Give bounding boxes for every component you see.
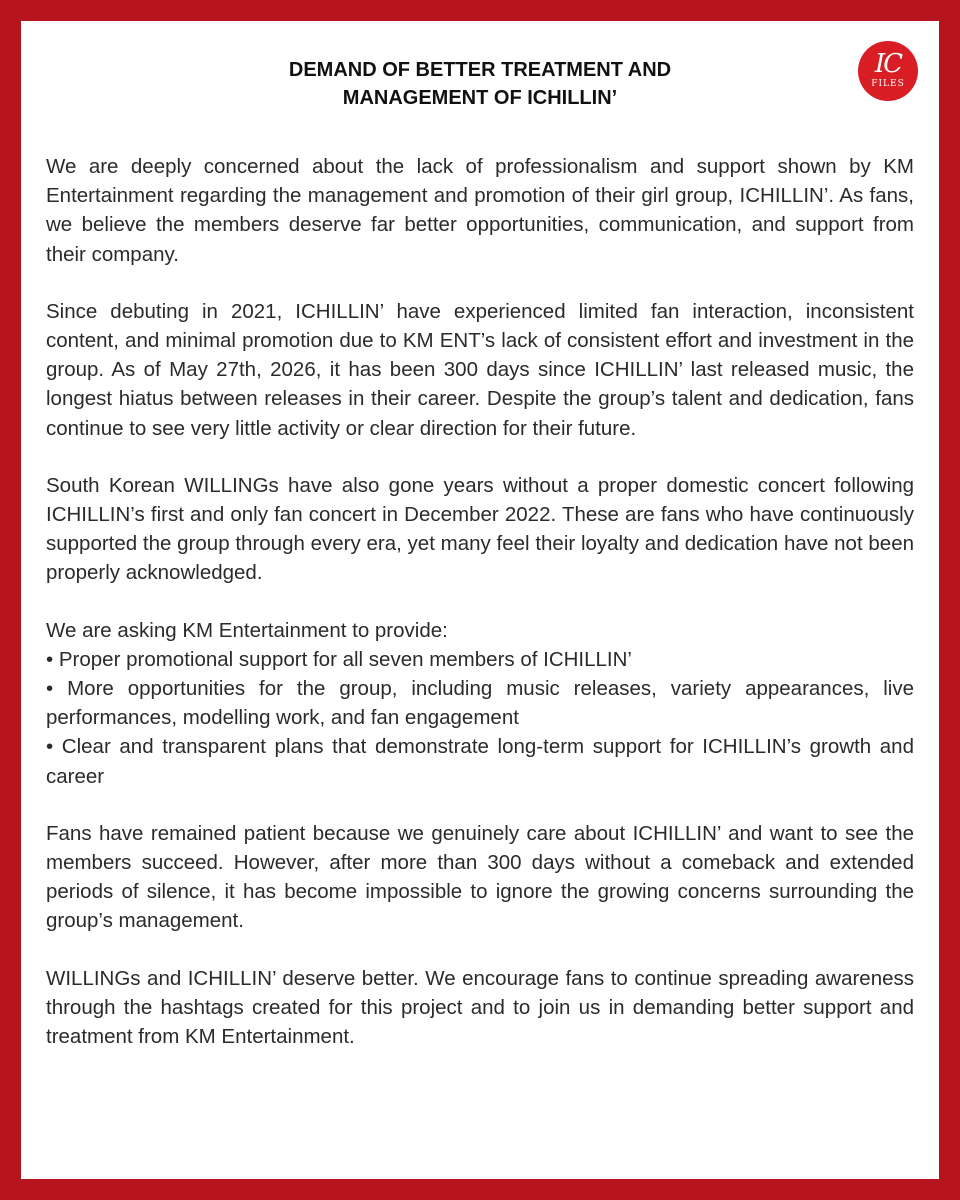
document-sheet [21,21,939,1179]
document-title [21,56,939,112]
logo-monogram: IC [874,49,902,79]
paragraph-patience: Fans have remained patient because we genuinely care about ICHILLIN’ and want to see the members succeed. However, after more than 300 days without a comeback and extended periods of silence, it has become impossible to ignore the growing concerns surrounding the group’s management. [46,821,914,933]
paragraph-hiatus: Since debuting in 2021, ICHILLIN’ have experienced limited fan interaction, inconsistent content, and minimal promotion due to KM ENT’s lack of consistent effort and investment in the group. As of May 27th, 2026, it has been 300 days since ICHILLIN’ last released music, the longest hiatus between releases in their career. Despite the group’s talent and dedication, fans continue to see very little activity or clear direction for their future. [46,299,914,440]
request-item: • Proper promotional support for all seven members of ICHILLIN’ [46,645,914,674]
paragraph-call-to-action: WILLINGs and ICHILLIN’ deserve better. We encourage fans to continue spreading awareness through the hashtags created for this project and to join us in demanding better support and treatment from KM Entertainment. [46,966,914,1049]
paragraph-concern: We are deeply concerned about the lack of professionalism and support shown by KM Entertainment regarding the management and promotion of their girl group, ICHILLIN’. As fans, we believe the members deserve far better opportunities, communication, and support from their company. [46,155,914,266]
title-line-2: MANAGEMENT OF ICHILLIN’ [342,87,618,109]
title-line-1: DEMAND OF BETTER TREATMENT AND [288,59,672,81]
request-item: • More opportunities for the group, including music releases, variety appearances, live performances, modelling work, and fan engagement [46,674,914,732]
requests-intro: We are asking KM Entertainment to provide: [46,618,448,642]
request-item: • Clear and transparent plans that demonstrate long-term support for ICHILLIN’s growth and career [46,732,914,790]
requests-list [46,645,914,791]
paragraph-concert: South Korean WILLINGs have also gone years without a proper domestic concert following ICHILLIN’s first and only fan concert in December 2022. These are fans who have continuously supported the group through every era, yet many feel their loyalty and dedication have not been properly acknowledged. [46,473,914,585]
logo-text: FILES [871,79,905,89]
document-body [46,152,914,1079]
